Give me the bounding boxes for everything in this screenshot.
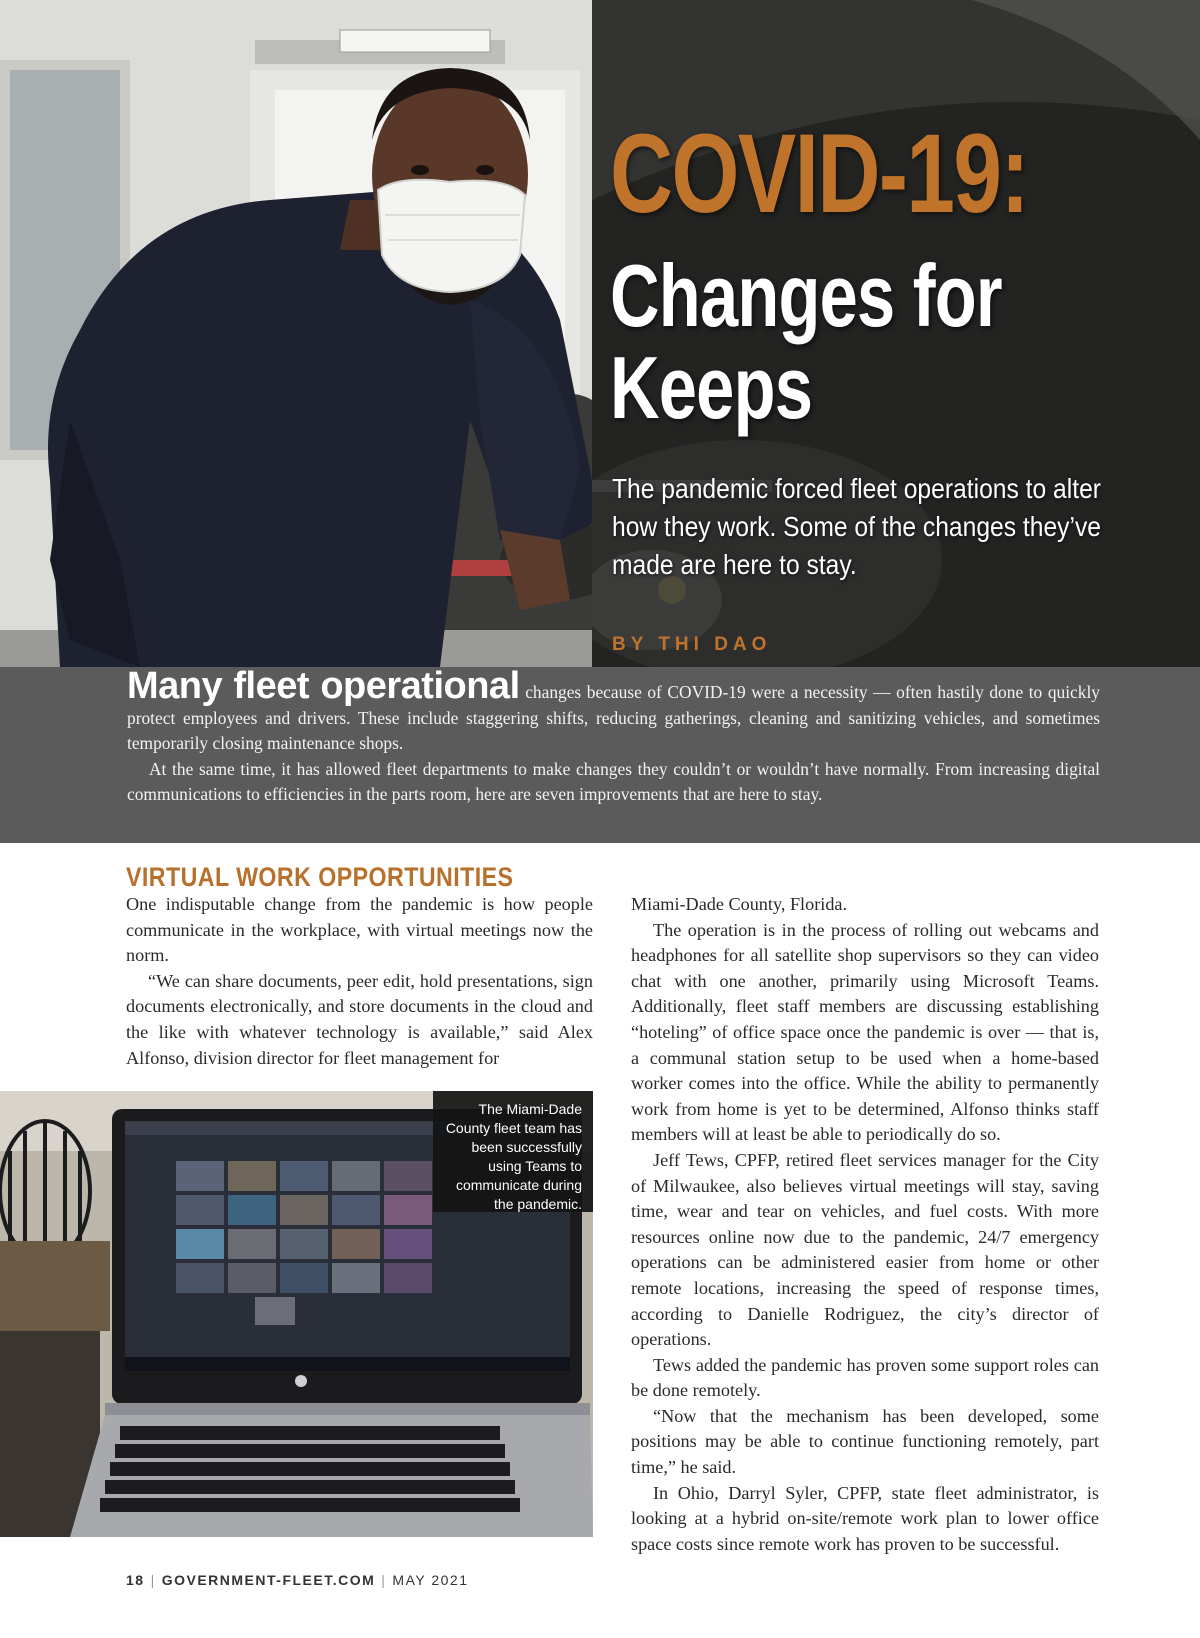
intro-band (0, 667, 1200, 843)
right-column (631, 892, 1099, 1557)
left-column (126, 892, 593, 1071)
page-number: 18 (126, 1572, 145, 1588)
footer-site[interactable]: GOVERNMENT-FLEET.COM (161, 1572, 376, 1588)
footer-issue: MAY 2021 (392, 1572, 469, 1588)
right-paragraph-5: “Now that the mechanism has been developed, some positions may be able to continue functioning remotely, part time,” he said. (631, 1405, 1099, 1478)
mechanic-illustration (0, 0, 592, 667)
page-footer (126, 1572, 469, 1588)
right-paragraph-1: Miami-Dade County, Florida. (631, 894, 848, 914)
right-paragraph-3: Jeff Tews, CPFP, retired fleet services manager for the City of Milwaukee, also believes virtual meetings will stay, saving time, wear and tear on vehicles, and fuel costs. With more resources online now due to the pandemic, 24/7 emergency operations can be administered easier from home or other remote locations, increasing the speed of response times, according to Danielle Rodriguez, the city’s director of operations. (631, 1149, 1099, 1350)
intro-paragraph-1-text: changes because of COVID-19 were a necessity — often hastily done to quickly protect employees and drivers. These include staggering shifts, reducing gatherings, cleaning and sanitizing vehicles, and sometimes temporarily closing maintenance shops. (127, 682, 1100, 754)
footer-separator: | (150, 1572, 156, 1588)
right-paragraph-2: The operation is in the process of rolling out webcams and headphones for all satellite shop supervisors so they can video chat with one another, primarily using Microsoft Teams. Additionally, fleet staff members are discussing establishing “hoteling” of office space once the pandemic is over — that is, a communal station setup to be used when a home-based worker comes into the office. While the ability to permanently work from home is yet to be determined, Alfonso thinks staff members will at least be able to periodically do so. (631, 919, 1099, 1145)
section-heading: VIRTUAL WORK OPPORTUNITIES (126, 862, 514, 892)
photo-caption: The Miami-Dade County fleet team has been successfully using Teams to communicate during the pandemic. (445, 1101, 582, 1212)
headline-secondary: Changes for Keeps (610, 246, 1002, 438)
byline: BY THI DAO (612, 634, 772, 655)
headline-primary: COVID-19: (610, 111, 1028, 236)
left-paragraph-1: One indisputable change from the pandemic is how people communicate in the workplace, with virtual meetings now the norm. (126, 894, 593, 966)
article-deck: The pandemic forced fleet operations to alter how they work. Some of the changes they’ve made are here to stay. (612, 473, 1101, 580)
intro-text (127, 667, 1100, 808)
mechanic-photo (0, 0, 592, 667)
right-paragraph-4: Tews added the pandemic has proven some support roles can be done remotely. (631, 1354, 1099, 1401)
intro-paragraph-2: At the same time, it has allowed fleet departments to make changes they couldn’t or wouldn’t have normally. From increasing digital communications to efficiencies in the parts room, here are seven improvements that are here to stay. (127, 758, 1100, 805)
right-paragraph-6: In Ohio, Darryl Syler, CPFP, state fleet administrator, is looking at a hybrid on-site/remote work plan to lower office space costs since remote work has proven to be successful. (631, 1482, 1099, 1554)
hero-section (0, 0, 1200, 667)
lead-in-bold: Many fleet operational (127, 665, 520, 707)
intro-paragraph-1 (127, 667, 1100, 757)
footer-separator: | (381, 1572, 387, 1588)
left-paragraph-2: “We can share documents, peer edit, hold presentations, sign documents electronically, and store documents in the cloud and the like with whatever technology is available,” said Alex Alfonso, division director for fleet management for (126, 970, 593, 1068)
